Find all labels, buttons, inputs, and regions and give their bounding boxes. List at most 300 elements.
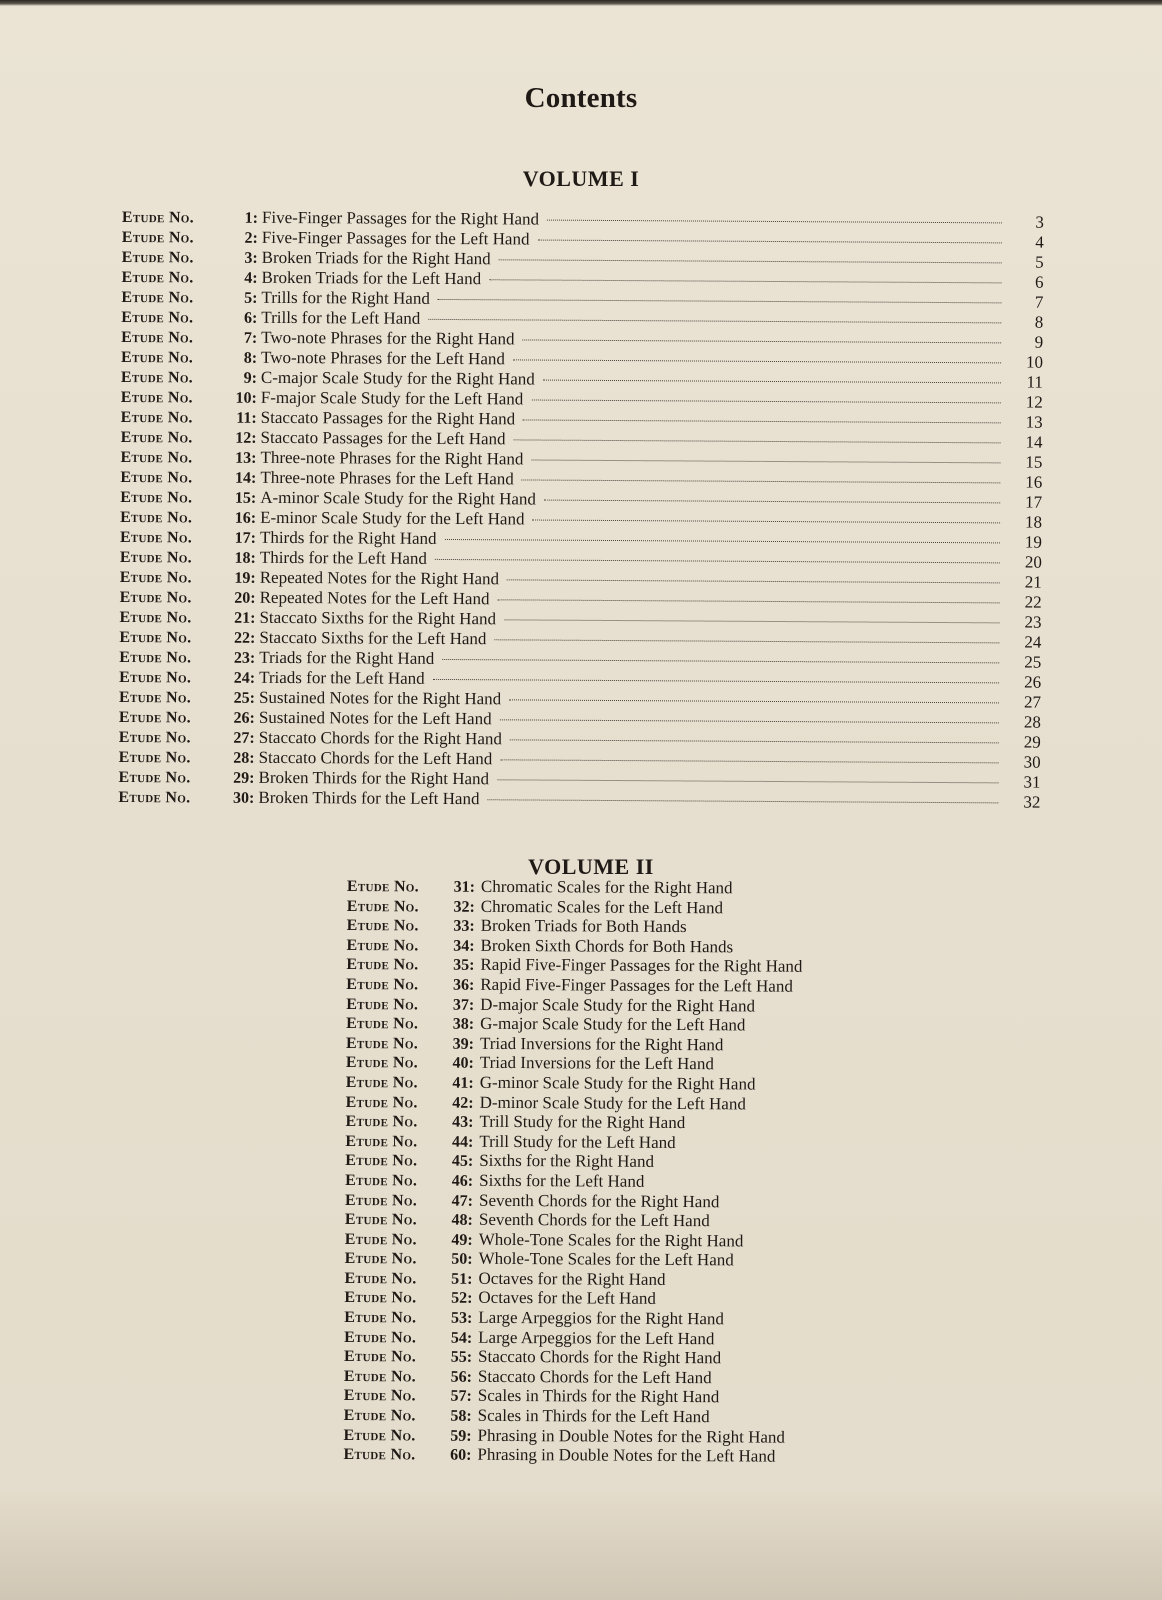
etude-label: Etude No. [343, 1407, 416, 1425]
etude-num: 34: [453, 937, 475, 955]
page-number: 26 [1024, 672, 1042, 692]
etude-number [122, 269, 258, 288]
etude-num: 49: [451, 1231, 473, 1249]
etude-label: Etude No. [344, 1211, 417, 1229]
page-number: 17 [1025, 492, 1043, 512]
dot-leader [428, 319, 1001, 324]
etude-num: 12: [235, 429, 257, 447]
etude-label: Etude No. [118, 768, 191, 787]
dot-leader [514, 439, 1001, 443]
etude-num: 25: [233, 689, 256, 707]
toc-entry [344, 1327, 864, 1350]
toc-entry [347, 896, 867, 919]
etude-title: Broken Triads for the Right Hand [261, 247, 491, 269]
etude-number [121, 369, 257, 388]
etude-label: Etude No. [345, 1132, 418, 1151]
etude-title: Phrasing in Double Notes for the Left Hand [477, 1445, 776, 1466]
etude-label: Etude No. [121, 348, 194, 367]
etude-num: 48: [451, 1211, 473, 1229]
etude-number [120, 529, 256, 548]
toc-entry [347, 876, 867, 899]
etude-label: Etude No. [346, 1015, 419, 1033]
etude-label: Etude No. [346, 995, 419, 1014]
etude-title: Scales in Thirds for the Left Hand [477, 1405, 710, 1427]
dot-leader [499, 259, 1002, 263]
etude-num: 44: [451, 1133, 474, 1151]
etude-number [344, 1289, 472, 1308]
etude-title: Rapid Five-Finger Passages for the Right Hand [480, 955, 803, 977]
etude-num: 5: [244, 289, 258, 307]
toc-entry [343, 1444, 863, 1467]
etude-label: Etude No. [346, 917, 419, 935]
etude-num: 35: [453, 957, 475, 975]
etude-num: 51: [451, 1270, 473, 1288]
page-number: 21 [1024, 572, 1042, 592]
toc-entry [347, 915, 867, 938]
toc-entry [345, 1229, 865, 1252]
etude-number [120, 569, 256, 588]
etude-label: Etude No. [345, 1152, 418, 1170]
etude-num: 39: [452, 1035, 475, 1053]
toc-entry [344, 1366, 864, 1389]
etude-label: Etude No. [120, 508, 193, 527]
etude-label: Etude No. [346, 897, 419, 916]
etude-num: 15: [234, 489, 257, 507]
etude-label: Etude No. [344, 1348, 417, 1366]
page-number: 13 [1025, 412, 1043, 432]
etude-num: 50: [451, 1250, 473, 1269]
etude-label: Etude No. [343, 1387, 416, 1405]
toc-entry [118, 787, 1040, 813]
etude-title: Sustained Notes for the Left Hand [258, 707, 492, 729]
etude-num: 30: [233, 789, 255, 807]
etude-label: Etude No. [344, 1309, 417, 1327]
etude-label: Etude No. [345, 1171, 418, 1190]
page-number: 9 [1034, 332, 1044, 352]
etude-num: 18: [234, 549, 256, 567]
etude-title: C-major Scale Study for the Right Hand [260, 367, 535, 389]
etude-label: Etude No. [121, 328, 194, 347]
etude-num: 7: [243, 329, 258, 347]
dot-leader [544, 500, 1000, 504]
etude-num: 55: [450, 1348, 473, 1367]
dot-leader [507, 579, 1000, 583]
etude-num: 6: [243, 309, 258, 327]
dot-leader [531, 400, 1000, 404]
etude-num: 9: [243, 369, 258, 387]
toc-entry [345, 1170, 865, 1193]
etude-number [344, 1270, 472, 1289]
toc-entry [346, 1092, 866, 1115]
etude-number [121, 329, 257, 348]
etude-title: Two-note Phrases for the Right Hand [261, 327, 515, 349]
dot-leader [442, 659, 999, 663]
etude-label: Etude No. [119, 568, 192, 587]
page-number: 30 [1023, 752, 1041, 772]
page-number: 25 [1024, 652, 1042, 672]
etude-num: 41: [452, 1074, 474, 1092]
etude-label: Etude No. [120, 488, 193, 507]
etude-label: Etude No. [120, 428, 193, 447]
etude-number [344, 1427, 472, 1446]
etude-number [119, 729, 255, 748]
dot-leader [500, 719, 999, 723]
etude-title: Sustained Notes for the Right Hand [258, 687, 502, 709]
dot-leader [489, 279, 1001, 283]
etude-title: Trills for the Right Hand [261, 287, 430, 308]
etude-number [345, 1133, 473, 1152]
toc-entry [344, 1287, 864, 1310]
page-number: 27 [1023, 692, 1042, 712]
etude-num: 38: [452, 1015, 475, 1033]
etude-title: Triad Inversions for the Right Hand [479, 1033, 724, 1055]
etude-title: Broken Thirds for the Left Hand [258, 787, 480, 809]
etude-number [121, 349, 257, 368]
page-number: 12 [1025, 392, 1043, 412]
etude-num: 40: [452, 1054, 474, 1073]
dot-leader [522, 479, 1001, 483]
etude-num: 11: [236, 409, 257, 427]
etude-title: Staccato Sixths for the Left Hand [259, 627, 487, 649]
volume-1-heading: VOLUME I [522, 166, 640, 191]
etude-title: Broken Thirds for the Right Hand [258, 767, 490, 789]
etude-label: Etude No. [119, 628, 192, 647]
etude-title: Octaves for the Left Hand [478, 1288, 656, 1309]
etude-num: 24: [233, 669, 256, 687]
etude-title: Rapid Five-Finger Passages for the Left Hand [480, 974, 793, 996]
page-number: 28 [1023, 712, 1041, 732]
etude-title: Trill Study for the Left Hand [479, 1131, 676, 1152]
etude-number [346, 1074, 474, 1093]
etude-number [119, 669, 255, 688]
etude-num: 32: [453, 898, 475, 916]
page-number: 3 [1035, 212, 1044, 232]
toc-entry [346, 1013, 866, 1036]
toc-entry [346, 954, 866, 977]
dot-leader [500, 759, 998, 763]
etude-number [344, 1387, 472, 1406]
etude-label: Etude No. [120, 368, 194, 387]
etude-title: Trills for the Left Hand [261, 307, 421, 328]
etude-number [343, 1446, 471, 1465]
etude-number [121, 409, 257, 428]
etude-number [119, 649, 255, 668]
etude-title: Two-note Phrases for the Left Hand [261, 347, 505, 369]
etude-num: 58: [450, 1407, 472, 1425]
etude-title: Staccato Chords for the Right Hand [478, 1347, 722, 1368]
etude-label: Etude No. [346, 956, 419, 974]
page-number: 22 [1024, 592, 1042, 612]
etude-num: 53: [450, 1309, 473, 1327]
toc-entry [346, 1033, 866, 1056]
etude-title: Staccato Sixths for the Right Hand [259, 607, 497, 629]
etude-label: Etude No. [344, 1191, 418, 1209]
etude-num: 54: [450, 1329, 473, 1347]
volume-2-heading: VOLUME II [528, 854, 654, 879]
etude-title: Octaves for the Right Hand [478, 1268, 666, 1289]
dot-leader [438, 299, 1002, 303]
etude-num: 13: [235, 449, 257, 467]
etude-number [345, 1231, 473, 1250]
dot-leader [497, 779, 998, 783]
etude-num: 46: [451, 1172, 474, 1190]
etude-number [344, 1368, 472, 1387]
etude-title: Triad Inversions for the Left Hand [479, 1053, 714, 1074]
etude-title: Five-Finger Passages for the Left Hand [261, 227, 530, 249]
toc-entry [345, 1209, 865, 1232]
etude-title: D-minor Scale Study for the Left Hand [479, 1092, 746, 1113]
etude-label: Etude No. [119, 528, 193, 547]
etude-title: G-minor Scale Study for the Right Hand [479, 1072, 756, 1094]
etude-label: Etude No. [345, 1113, 418, 1131]
etude-num: 4: [244, 269, 258, 287]
etude-title: Broken Triads for Both Hands [480, 916, 687, 937]
toc-entry [344, 1346, 864, 1369]
page-number: 19 [1024, 532, 1043, 552]
etude-num: 52: [451, 1290, 473, 1308]
page-number: 32 [1023, 792, 1041, 812]
toc-entry [345, 1248, 865, 1271]
etude-title: Scales in Thirds for the Right Hand [477, 1386, 720, 1407]
etude-num: 2: [244, 229, 258, 247]
etude-label: Etude No. [119, 648, 192, 667]
etude-number [119, 629, 255, 648]
toc-entry [346, 994, 866, 1017]
page-number: 10 [1026, 352, 1044, 372]
etude-num: 21: [234, 609, 256, 627]
etude-title: Three-note Phrases for the Right Hand [260, 447, 524, 469]
etude-number [120, 509, 256, 528]
etude-number [346, 1094, 474, 1113]
etude-title: Staccato Chords for the Left Hand [258, 747, 493, 769]
etude-title: Phrasing in Double Notes for the Right Hand [477, 1425, 786, 1447]
etude-label: Etude No. [120, 388, 193, 407]
etude-label: Etude No. [118, 708, 191, 727]
dot-leader [513, 359, 1001, 363]
etude-label: Etude No. [118, 688, 192, 707]
etude-num: 10: [235, 389, 257, 407]
page-number: 23 [1024, 612, 1042, 632]
etude-num: 43: [452, 1113, 474, 1131]
toc-entry [345, 1131, 865, 1154]
page-bottom-shade [0, 1490, 1162, 1600]
etude-label: Etude No. [343, 1367, 417, 1386]
page-number: 4 [1035, 232, 1044, 252]
page-number: 7 [1034, 292, 1044, 312]
etude-title: Staccato Chords for the Right Hand [258, 727, 502, 749]
volume-2-contents-list [343, 876, 867, 1467]
etude-label: Etude No. [118, 748, 191, 767]
etude-title: Chromatic Scales for the Right Hand [480, 876, 733, 898]
etude-num: 8: [243, 349, 258, 367]
etude-title: Trill Study for the Right Hand [479, 1111, 686, 1133]
etude-number [120, 489, 256, 508]
etude-label: Etude No. [120, 468, 193, 487]
etude-num: 60: [450, 1446, 472, 1464]
etude-label: Etude No. [121, 208, 195, 227]
etude-title: E-minor Scale Study for the Left Hand [260, 507, 525, 529]
etude-label: Etude No. [121, 228, 194, 247]
etude-title: D-major Scale Study for the Right Hand [480, 994, 756, 1016]
volume-1-contents-list [118, 207, 1044, 813]
toc-entry [346, 1072, 866, 1095]
etude-num: 1: [244, 209, 258, 227]
etude-number [121, 429, 257, 448]
etude-number [119, 709, 255, 728]
etude-title: Triads for the Right Hand [259, 647, 435, 668]
etude-number [345, 1191, 473, 1210]
page-number: 24 [1024, 632, 1042, 652]
etude-title: Whole-Tone Scales for the Left Hand [478, 1249, 734, 1270]
etude-title: F-major Scale Study for the Left Hand [260, 387, 524, 409]
page-number: 15 [1025, 452, 1043, 472]
etude-num: 23: [233, 649, 256, 667]
dot-leader [445, 539, 1000, 543]
etude-label: Etude No. [344, 1250, 417, 1268]
etude-num: 31: [453, 878, 475, 896]
toc-entry [347, 935, 867, 958]
toc-entry [344, 1268, 864, 1291]
etude-title: Whole-Tone Scales for the Right Hand [478, 1229, 744, 1251]
page-number: 5 [1035, 252, 1044, 272]
etude-num: 22: [233, 629, 256, 647]
toc-entry [345, 1189, 865, 1212]
etude-label: Etude No. [118, 788, 191, 807]
etude-label: Etude No. [344, 1269, 417, 1288]
dot-leader [510, 739, 999, 743]
toc-entry [345, 1150, 865, 1173]
toc-entry [344, 1405, 864, 1428]
etude-number [120, 549, 256, 568]
etude-number [344, 1348, 472, 1367]
etude-label: Etude No. [120, 448, 193, 467]
page-title: Contents [524, 82, 638, 114]
etude-num: 45: [451, 1152, 474, 1171]
toc-entry [344, 1385, 864, 1408]
page-top-edge [0, 0, 1162, 6]
etude-label: Etude No. [121, 288, 194, 307]
etude-number [120, 589, 256, 608]
etude-label: Etude No. [344, 1289, 417, 1307]
etude-label: Etude No. [346, 975, 419, 994]
etude-title: Repeated Notes for the Right Hand [259, 567, 500, 589]
etude-num: 47: [451, 1192, 474, 1210]
page-number: 18 [1025, 512, 1043, 532]
etude-label: Etude No. [346, 877, 420, 896]
dot-leader [537, 240, 1001, 244]
dot-leader [547, 220, 1002, 224]
etude-title: Seventh Chords for the Right Hand [478, 1190, 720, 1211]
etude-num: 27: [233, 729, 255, 747]
etude-num: 33: [453, 917, 475, 935]
etude-title: Seventh Chords for the Left Hand [478, 1209, 710, 1231]
etude-number [347, 917, 475, 936]
etude-label: Etude No. [119, 668, 192, 687]
etude-number [345, 1250, 473, 1269]
dot-leader [523, 419, 1001, 423]
etude-number [119, 689, 255, 708]
etude-num: 17: [234, 529, 257, 547]
etude-num: 42: [452, 1094, 474, 1112]
toc-entry [344, 1425, 864, 1448]
etude-num: 3: [244, 249, 258, 267]
etude-number [122, 209, 258, 228]
page-number: 6 [1035, 272, 1044, 292]
etude-number [122, 229, 258, 248]
etude-title: Large Arpeggios for the Right Hand [478, 1307, 725, 1329]
etude-number [120, 449, 256, 468]
etude-number [122, 249, 258, 268]
etude-title: Five-Finger Passages for the Right Hand [261, 207, 540, 229]
etude-num: 56: [450, 1368, 472, 1386]
etude-number [347, 898, 475, 917]
etude-label: Etude No. [121, 308, 194, 327]
etude-num: 57: [450, 1388, 472, 1406]
etude-title: Three-note Phrases for the Left Hand [260, 467, 514, 489]
dot-leader [494, 639, 999, 643]
etude-title: Broken Triads for the Left Hand [261, 267, 482, 289]
dot-leader [497, 599, 999, 603]
etude-label: Etude No. [344, 1328, 417, 1347]
dot-leader [522, 339, 1001, 343]
etude-label: Etude No. [346, 936, 419, 955]
etude-number [346, 1015, 474, 1034]
etude-title: Thirds for the Left Hand [259, 547, 428, 568]
etude-number [118, 789, 254, 808]
toc-entry [346, 974, 866, 997]
etude-num: 20: [234, 589, 256, 607]
page-number: 11 [1026, 372, 1044, 392]
etude-number [347, 878, 475, 897]
page-number: 16 [1025, 472, 1043, 492]
etude-number [346, 1035, 474, 1054]
etude-title: Staccato Passages for the Right Hand [260, 407, 516, 429]
etude-number [344, 1329, 472, 1348]
toc-entry [345, 1111, 865, 1134]
etude-title: Staccato Passages for the Left Hand [260, 427, 506, 449]
etude-label: Etude No. [118, 728, 191, 747]
toc-entry [344, 1307, 864, 1330]
etude-number [119, 609, 255, 628]
etude-num: 29: [233, 769, 255, 787]
dot-leader [435, 559, 1000, 563]
etude-number [344, 1309, 472, 1328]
dot-leader [487, 799, 998, 803]
etude-label: Etude No. [344, 1230, 417, 1249]
dot-leader [509, 699, 999, 703]
etude-number [345, 1113, 473, 1132]
etude-number [120, 469, 256, 488]
etude-label: Etude No. [345, 1034, 419, 1053]
etude-title: Repeated Notes for the Left Hand [259, 587, 490, 609]
etude-title: Chromatic Scales for the Left Hand [480, 896, 724, 917]
etude-num: 37: [452, 996, 475, 1014]
etude-num: 26: [233, 709, 255, 727]
etude-label: Etude No. [345, 1093, 418, 1111]
etude-num: 59: [450, 1427, 472, 1445]
etude-title: Sixths for the Left Hand [479, 1170, 645, 1191]
etude-label: Etude No. [345, 1073, 418, 1092]
etude-num: 14: [234, 469, 257, 487]
page-number: 31 [1023, 772, 1041, 792]
dot-leader [532, 520, 1000, 524]
etude-title: A-minor Scale Study for the Right Hand [260, 487, 537, 509]
etude-title: Large Arpeggios for the Left Hand [478, 1327, 715, 1348]
dot-leader [543, 380, 1001, 384]
etude-num: 19: [234, 569, 256, 587]
dot-leader [433, 679, 999, 683]
etude-title: G-major Scale Study for the Left Hand [480, 1013, 746, 1035]
